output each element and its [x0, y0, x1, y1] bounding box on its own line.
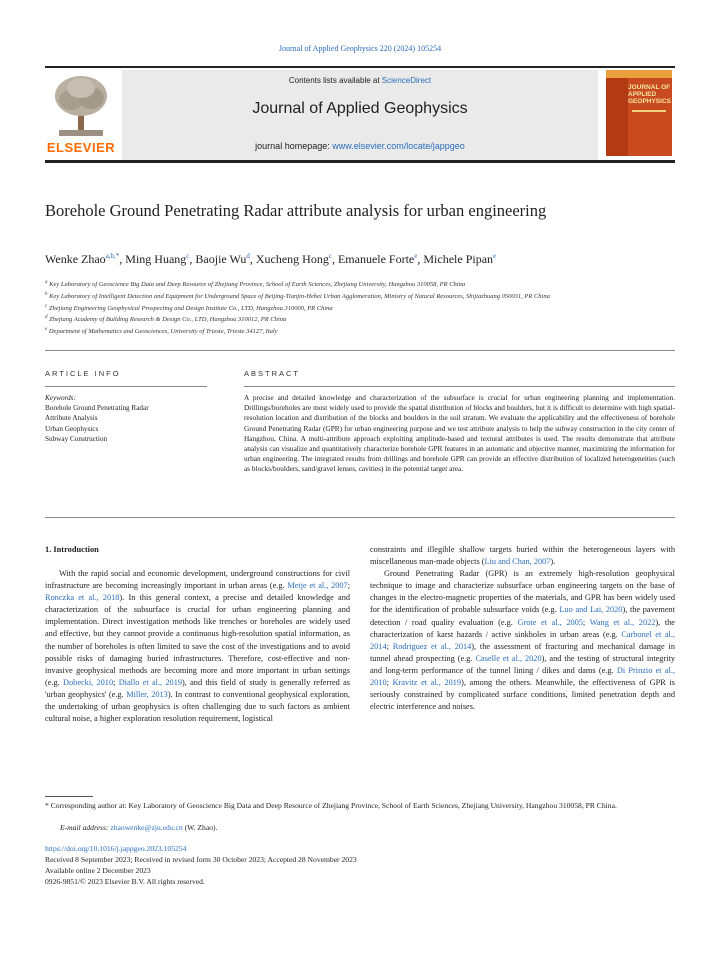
body-text: ), the pavement detection / road quality evaluation (e.g.	[370, 605, 676, 627]
header-rule-thick	[45, 160, 675, 163]
citation-link[interactable]: Caselle et al., 2020	[475, 653, 542, 663]
author-separator: ,	[119, 252, 126, 266]
author-name[interactable]: Emanuele Forte	[337, 252, 415, 266]
body-paragraph	[370, 544, 675, 568]
body-text: ;	[113, 677, 119, 687]
divider	[45, 350, 675, 351]
affiliation-text: Key Laboratory of Geoscience Big Data and Deep Resource of Zhejiang Province, School of Earth Sciences, Zhejiang University, Hangzhou 310058, PR China	[47, 281, 466, 289]
citation-link[interactable]: Dobecki, 2010	[63, 677, 114, 687]
author-affiliation-mark[interactable]: e	[493, 252, 497, 260]
body-paragraph	[370, 568, 675, 713]
affiliation-item	[45, 278, 675, 290]
author-affiliation-mark[interactable]: e	[414, 252, 418, 260]
contents-prefix: Contents lists available at	[288, 76, 382, 85]
affiliation-mark: a	[45, 280, 48, 285]
author-name[interactable]: Xucheng Hong	[255, 252, 329, 266]
affiliation-mark: e	[45, 327, 48, 332]
body-text: ).	[550, 557, 556, 567]
affiliation-text: Zhejiang Engineering Geophysical Prospecting and Design Institute Co., LTD, Hangzhou 310000, PR China	[47, 304, 333, 312]
homepage-link[interactable]: www.elsevier.com/locate/jappgeo	[332, 141, 465, 151]
body-text: ), among the others. Meanwhile, the effectiveness of GPR is seriously constrained by complicated surface conditions, limited penetration depth and electric interference and noises.	[370, 678, 675, 712]
affiliation-item	[45, 302, 675, 314]
body-text: ;	[386, 641, 393, 651]
citation-link[interactable]: Carbonel et al., 2014	[370, 629, 675, 651]
cover-bar	[606, 70, 628, 156]
corresponding-author-note: * Corresponding author at: Key Laboratory of Geoscience Big Data and Deep Resource of Zhejiang Province, School of Earth Sciences, Zhejiang University, Hangzhou 310058, PR China.	[45, 801, 617, 810]
author-name[interactable]: Baojie Wu	[195, 252, 247, 266]
journal-cover-image[interactable]	[606, 70, 672, 156]
citation-link[interactable]: Luo and Lai, 2020	[559, 605, 623, 615]
online-date: Available online 2 December 2023	[45, 866, 151, 875]
body-text: constraints and illegible shallow targets buried within the heterogeneous layers with miscellaneous man-made objects (	[370, 545, 675, 567]
author-list	[45, 252, 685, 267]
affiliation-mark: b	[45, 291, 48, 297]
author-name[interactable]: Wenke Zhao	[45, 252, 106, 266]
section-heading-introduction: 1. Introduction	[45, 545, 99, 554]
author-separator: ,	[189, 252, 196, 266]
body-paragraph	[45, 568, 350, 725]
author-affiliation-mark[interactable]: c	[186, 252, 190, 260]
affiliations	[45, 278, 675, 337]
citation-link[interactable]: Ronczka et al., 2018	[45, 593, 120, 603]
email-label: E-mail address:	[60, 823, 109, 832]
body-text: ;	[582, 617, 590, 627]
sciencedirect-link[interactable]: ScienceDirect	[381, 76, 432, 85]
journal-title: Journal of Applied Geophysics	[252, 100, 468, 117]
header-rule	[45, 66, 675, 68]
body-text: ;	[347, 581, 350, 591]
journal-masthead	[122, 70, 598, 162]
abstract-text: A precise and detailed knowledge and characterization of the subsurface is crucial for urban engineering planning and implementation. Drillings/boreholes are most widely used to provide the spatial distribution of blocks and boulders, but it is difficult to determine with high spatial-resolution location and distribution of the blocks and boulders in the soil stratum. We evaluate the applicability and the effectiveness of borehole Ground Penetrating Radar (GPR) for urban engineering purpose and we test attribute analysis to help the subway construction in the city center of Hangzhou, China. A multi-attribute approach exploiting amplitude-based and textural attributes is used. The results demonstrate that attribute analysis can visualize and quantitatively characterize borehole GPR features in an automatic and objective manner, maximizing the information for urban engineering. The integrated results from drillings and borehole GPR can provide an effective distribution of localized heterogeneities (such as blocks/boulders, sand/gravel lenses, cavities) in the potential target area.	[244, 393, 675, 474]
body-text: ). In contrast to conventional geophysical exploration, the undertaking of urban geophysics is often challenging due to such factors as ambient cultural noise, a higher exploration resolution requirement, logistical	[45, 689, 350, 724]
keywords-label: Keywords:	[45, 394, 76, 402]
citation-link[interactable]: Diallo et al., 2019	[118, 677, 182, 687]
email-line	[60, 823, 217, 832]
citation-link[interactable]: Liu and Chan, 2007	[484, 557, 551, 567]
keywords-block	[45, 393, 207, 444]
divider	[45, 517, 675, 518]
affiliation-mark: d	[45, 315, 48, 321]
keyword-item: Attribute Analysis	[45, 414, 98, 423]
doi-link[interactable]: https://doi.org/10.1016/j.jappgeo.2023.105254	[45, 844, 187, 853]
author-separator: ,	[331, 252, 338, 266]
author-affiliation-mark[interactable]: d	[246, 252, 250, 260]
citation-link[interactable]: Grote et al., 2005	[517, 617, 583, 627]
footnote-rule	[45, 796, 93, 797]
citation-link[interactable]: Wang et al., 2022	[589, 617, 656, 627]
body-column-right	[370, 544, 675, 713]
cover-band	[606, 70, 672, 78]
body-text: ;	[386, 678, 393, 688]
email-link[interactable]: zhaowenke@zju.edu.cn	[110, 823, 183, 832]
affiliation-mark: c	[45, 303, 48, 309]
divider	[45, 386, 207, 387]
elsevier-tree-icon	[51, 74, 111, 138]
article-info-heading: ARTICLE INFO	[45, 369, 121, 378]
author-affiliation-mark[interactable]: c	[328, 252, 332, 260]
body-text: Ground Penetrating Radar (GPR) is an extremely high-resolution geophysical technique to image and characterize subsurface urban engineering targets on the base of changes in the electro-magnetic properties of the materials, and GPR has been widely used for the identification of probable subsurface voids (e.g.	[370, 569, 675, 615]
cover-line	[632, 110, 666, 112]
citation-link[interactable]: Metje et al., 2007	[287, 581, 348, 591]
homepage-prefix: journal homepage:	[255, 141, 333, 151]
body-text: ), and this field of study is generally referred as 'urban geophysics' (e.g.	[45, 677, 350, 699]
email-suffix: (W. Zhao).	[182, 823, 218, 832]
received-dates: Received 8 September 2023; Received in revised form 30 October 2023; Accepted 28 November 2023	[45, 855, 357, 864]
citation-link[interactable]: Kravitz et al., 2019	[392, 678, 462, 688]
author-affiliation-mark[interactable]: a,b,*	[105, 252, 120, 260]
citation-link[interactable]: Miller, 2013	[126, 689, 168, 699]
body-text: With the rapid social and economic development, underground constructions for civil infrastructure are becoming increasingly important in urban areas (e.g.	[45, 569, 350, 591]
keyword-item: Subway Construction	[45, 434, 108, 443]
affiliation-text: Key Laboratory of Intelligent Detection and Equipment for Underground Space of Beijing-Tianjin-Hebei Urban Agglomeration, Ministry of Natural Resources, Shijiazhuang 050031, PR China	[47, 292, 550, 300]
author-separator: ,	[249, 252, 256, 266]
citation-link[interactable]: Di Prinzio et al., 2010	[370, 665, 675, 688]
author-name[interactable]: Michele Pipan	[423, 252, 494, 266]
divider	[244, 386, 675, 387]
affiliation-item	[45, 325, 675, 337]
affiliation-text: Zhejiang Academy of Building Research & Design Co., LTD, Hangzhou 310012, PR China	[47, 316, 287, 324]
body-text: ), and the testing of structural integrity and long-term performance of the tunnel lining / dikes and dams (e.g.	[370, 653, 675, 675]
issn-copyright: 0926-9851/© 2023 Elsevier B.V. All rights reserved.	[45, 877, 205, 886]
keyword-item: Urban Geophysics	[45, 424, 99, 433]
body-text: ), the characterization of karst hazards / active sinkholes in urban areas (e.g.	[370, 617, 675, 639]
author-separator: ,	[417, 252, 424, 266]
body-column-left	[45, 568, 350, 725]
affiliation-item	[45, 313, 675, 325]
citation-link[interactable]: Rodriguez et al., 2014	[392, 641, 472, 651]
article-title: Borehole Ground Penetrating Radar attribute analysis for urban engineering	[45, 201, 547, 220]
affiliation-item	[45, 290, 675, 302]
journal-citation[interactable]: Journal of Applied Geophysics 220 (2024) 105254	[278, 44, 442, 53]
author-name[interactable]: Ming Huang	[125, 252, 187, 266]
elsevier-wordmark: ELSEVIER	[46, 140, 116, 155]
elsevier-logo[interactable]	[45, 74, 117, 158]
keyword-item: Borehole Ground Penetrating Radar	[45, 404, 149, 413]
body-text: ). In this general context, a precise and detailed knowledge and characterization of the subsurface is crucial for urban engineering planning and implementation. Direct investigation methods like trenches or boreholes are widely used and effective, but they cannot provide a continuous high-resolution spatial information, as the number of boreholes is often limited to save the cost of the investigations and to avoid possible risks of damaging buried infrastructures. Therefore, cost-effective and non-invasive geophysical methods are becoming more and more important in urban settings (e.g.	[45, 593, 351, 687]
cover-title: JOURNAL OF APPLIED GEOPHYSICS	[628, 84, 671, 105]
contents-line	[122, 76, 598, 85]
body-text: ), the assessment of fracturing and mechanical damage in tunnel ahead prospecting (e.g.	[370, 641, 675, 663]
abstract-heading: ABSTRACT	[244, 369, 301, 378]
homepage-line	[122, 141, 598, 151]
affiliation-text: Department of Mathematics and Geosciences, University of Trieste, Trieste 34127, Italy	[47, 328, 278, 336]
